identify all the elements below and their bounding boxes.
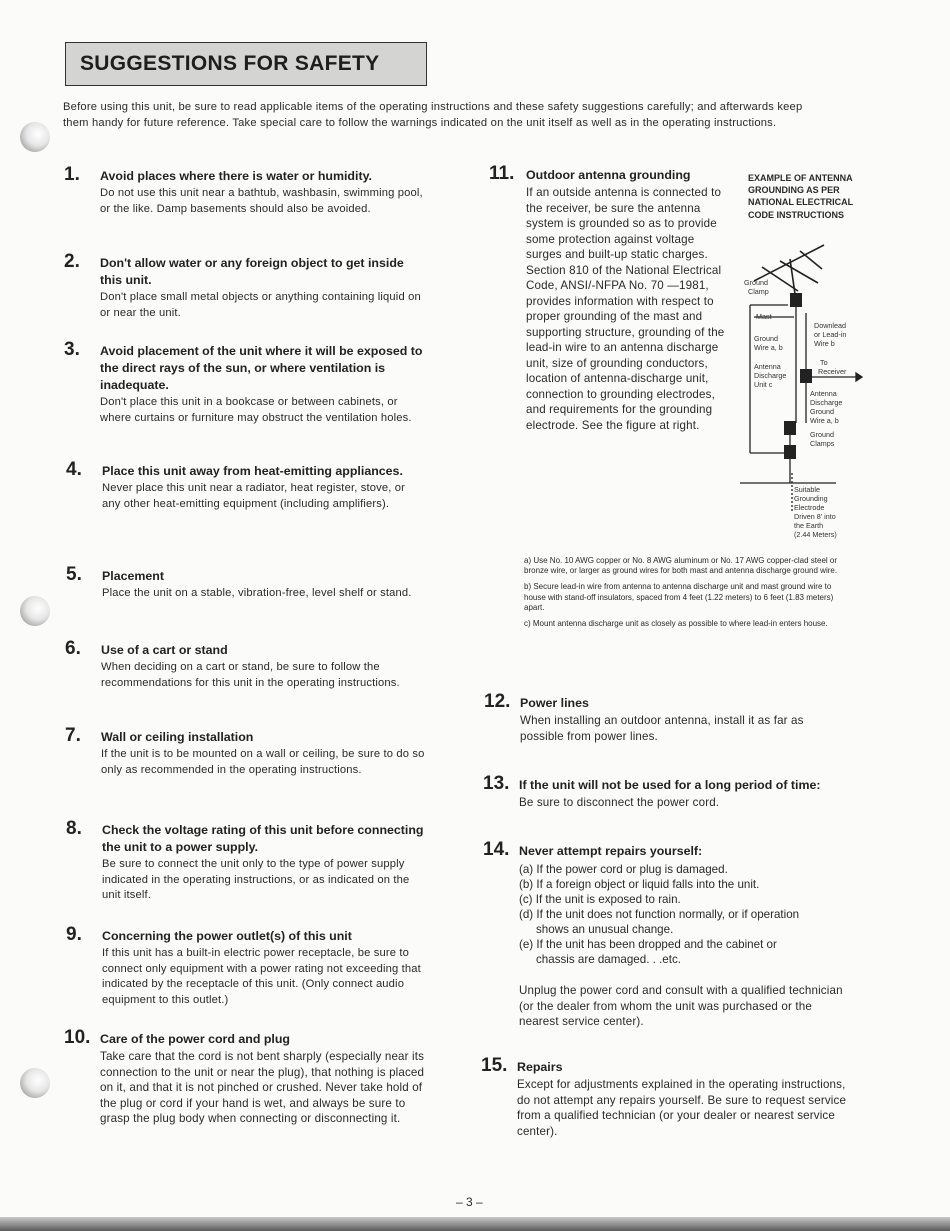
svg-text:Ground: Ground	[744, 278, 768, 287]
svg-text:Ground: Ground	[810, 407, 834, 416]
item-number: 12.	[484, 691, 511, 712]
figure-notes	[524, 556, 850, 635]
punch-hole-top	[20, 122, 50, 152]
item-number: 2.	[64, 251, 80, 272]
svg-text:To: To	[820, 358, 828, 367]
punch-hole-bottom	[20, 1068, 50, 1098]
item-body: If the unit is to be mounted on a wall or ceiling, be sure to do so only as recommended in the operating instructions.	[101, 748, 425, 776]
item-number: 6.	[65, 638, 81, 659]
item-heading: Concerning the power outlet(s) of this unit	[102, 929, 352, 943]
item-heading: Never attempt repairs yourself:	[519, 844, 703, 858]
item-heading: Placement	[102, 569, 164, 583]
item-body: Do not use this unit near a bathtub, washbasin, swimming pool, or the like. Damp basements should also be avoided.	[100, 187, 423, 215]
item-body: Don't place small metal objects or anything containing liquid on or near the unit.	[100, 291, 421, 319]
list-item: (a) If the power cord or plug is damaged.	[519, 863, 728, 876]
svg-text:Mast: Mast	[756, 312, 772, 321]
item-heading: Check the voltage rating of this unit before connecting the unit to a power supply.	[102, 823, 424, 854]
safety-item-6	[65, 638, 425, 691]
list-item: (b) If a foreign object or liquid falls into the unit.	[519, 878, 760, 891]
item-heading: Use of a cart or stand	[101, 643, 228, 657]
safety-item-2	[64, 251, 424, 321]
svg-text:Antenna: Antenna	[810, 389, 837, 398]
item-heading: Don't allow water or any foreign object to get inside this unit.	[100, 256, 404, 287]
figure-note: c) Mount antenna discharge unit as closely as possible to where lead-in enters house.	[524, 619, 828, 629]
svg-text:Suitable: Suitable	[794, 485, 820, 494]
antenna-grounding-diagram	[740, 243, 870, 543]
svg-text:Downlead: Downlead	[814, 321, 846, 330]
svg-text:Receiver: Receiver	[818, 367, 847, 376]
item-body: When installing an outdoor antenna, install it as far as possible from power lines.	[520, 714, 804, 743]
safety-item-11	[489, 163, 729, 433]
item-heading: Wall or ceiling installation	[101, 730, 254, 744]
page-title: SUGGESTIONS FOR SAFETY	[80, 52, 380, 75]
item-heading: Care of the power cord and plug	[100, 1032, 291, 1046]
figure-title: EXAMPLE OF ANTENNA GROUNDING AS PER NATIONAL ELECTRICAL CODE INSTRUCTIONS	[748, 173, 853, 220]
svg-text:Wire a, b: Wire a, b	[754, 343, 783, 352]
list-item: (e) If the unit has been dropped and the cabinet or	[519, 938, 777, 951]
safety-item-1	[64, 164, 424, 217]
item-number: 14.	[483, 839, 510, 860]
svg-text:Antenna: Antenna	[754, 362, 781, 371]
ground-clamp-mid	[784, 421, 796, 435]
svg-text:Wire a, b: Wire a, b	[810, 416, 839, 425]
svg-text:Driven 8' into: Driven 8' into	[794, 512, 836, 521]
list-item: (c) If the unit is exposed to rain.	[519, 893, 681, 906]
safety-item-15	[481, 1055, 847, 1139]
svg-text:Clamp: Clamp	[748, 287, 769, 296]
svg-text:Ground: Ground	[810, 430, 834, 439]
svg-text:Wire b: Wire b	[814, 339, 835, 348]
page-title-box	[65, 42, 427, 86]
svg-text:Ground: Ground	[754, 334, 778, 343]
svg-text:Discharge: Discharge	[810, 398, 843, 407]
item-heading: Outdoor antenna grounding	[526, 168, 691, 182]
punch-hole-middle	[20, 596, 50, 626]
item-number: 15.	[481, 1055, 508, 1076]
svg-text:Clamps: Clamps	[810, 439, 835, 448]
item-body: When deciding on a cart or stand, be sure to follow the recommendations for this unit in the operating instructions.	[101, 661, 400, 689]
svg-text:Unit c: Unit c	[754, 380, 773, 389]
item-body: Be sure to disconnect the power cord.	[519, 796, 720, 809]
item-heading: If the unit will not be used for a long period of time:	[519, 778, 821, 792]
item-number: 9.	[66, 924, 82, 945]
svg-text:the Earth: the Earth	[794, 521, 824, 530]
ground-clamp-top	[790, 293, 802, 307]
item-number: 11.	[489, 163, 515, 184]
item-body: If an outside antenna is connected to the receiver, be sure the antenna system is grounded so as to provide some protection against voltage surges and built-up static charges. Section 810 of the National Electrical Code, ANSI/-NFPA No. 70 —1981, provides information with respect to proper grounding of the mast and supporting structure, grounding of the lead-in wire to an antenna discharge unit, size of grounding conductors, location of antenna-discharge unit, connection to grounding electrodes, and requirements for the grounding electrode. See the figure at right.	[526, 186, 725, 432]
item-number: 13.	[483, 773, 510, 794]
svg-text:Discharge: Discharge	[754, 371, 787, 380]
item-body: Unplug the power cord and consult with a qualified technician (or the dealer from whom the unit was purchased or the nearest service center).	[519, 984, 843, 1028]
safety-item-3	[64, 339, 424, 426]
list-item: (d) If the unit does not function normally, or if operation	[519, 908, 800, 921]
item-number: 1.	[64, 164, 80, 185]
item-body: If this unit has a built-in electric power receptacle, be sure to connect only equipment with a power rating not exceeding that indicated by the receptacle of this unit. (Only connect audio equipment to this outlet.)	[102, 947, 421, 1006]
svg-text:Grounding: Grounding	[794, 494, 828, 503]
item-body: Never place this unit near a radiator, heat register, stove, or any other heat-emitting equipment (including amplifiers).	[102, 482, 405, 510]
safety-item-12	[484, 691, 844, 744]
ground-clamp-low	[784, 445, 796, 459]
svg-text:Electrode: Electrode	[794, 503, 825, 512]
item-body: Don't place this unit in a bookcase or between cabinets, or where curtains or furniture may obstruct the ventilation holes.	[100, 396, 412, 424]
item-heading: Avoid places where there is water or humidity.	[100, 169, 372, 183]
page-number: – 3 –	[456, 1195, 483, 1209]
item-list	[519, 862, 849, 967]
item-body: Place the unit on a stable, vibration-free, level shelf or stand.	[102, 587, 412, 599]
svg-text:or Lead-in: or Lead-in	[814, 330, 847, 339]
item-number: 8.	[66, 818, 82, 839]
intro-paragraph: Before using this unit, be sure to read applicable items of the operating instructions and these safety suggestions carefully; and afterwards keep them handy for future reference. Take special care to follow the warnings indicated on the unit itself as well as in the operating instructions.	[63, 101, 803, 129]
item-number: 3.	[64, 339, 80, 360]
scan-edge	[0, 1217, 950, 1231]
figure-note: b) Secure lead-in wire from antenna to antenna discharge unit and mast ground wire to house with stand-off insulators, spaced from 4 feet (1.22 meters) to 6 feet (1.83 meters) apart.	[524, 582, 834, 612]
item-heading: Avoid placement of the unit where it will be exposed to the direct rays of the sun, or where ventilation is inadequate.	[100, 344, 423, 392]
item-body: Take care that the cord is not bent sharply (especially near its connection to the unit or near the plug), that nothing is placed on it, and that it is not pinched or crushed. Never take hold of the plug or cord if your hand is wet, and always be sure to grasp the plug body when connecting or disconnecting it.	[100, 1050, 425, 1125]
safety-item-13	[483, 773, 853, 811]
svg-text:(2.44 Meters): (2.44 Meters)	[794, 530, 837, 539]
item-heading: Power lines	[520, 696, 589, 710]
item-body: Except for adjustments explained in the operating instructions, do not attempt any repairs yourself. Be sure to request service from a qualified technician (or your dealer or nearest service center).	[517, 1078, 847, 1138]
safety-item-9	[66, 924, 426, 1008]
discharge-unit	[800, 369, 812, 383]
safety-item-4	[66, 459, 426, 512]
item-body: Be sure to connect the unit only to the type of power supply indicated in the operating instructions, or as indicated on the unit itself.	[102, 858, 410, 901]
safety-item-5	[66, 564, 426, 602]
item-heading: Place this unit away from heat-emitting appliances.	[102, 464, 403, 478]
safety-item-10	[64, 1027, 426, 1127]
item-number: 7.	[65, 725, 81, 746]
safety-item-8	[66, 818, 426, 904]
list-item: chassis are damaged. . .etc.	[536, 953, 681, 966]
list-item: shows an unusual change.	[536, 923, 674, 936]
figure-note: a) Use No. 10 AWG copper or No. 8 AWG aluminum or No. 17 AWG copper-clad steel or bronze wire, or larger as ground wires for both mast and antenna discharge ground wire.	[524, 556, 838, 576]
item-heading: Repairs	[517, 1060, 563, 1074]
item-number: 4.	[66, 459, 82, 480]
safety-item-14	[483, 839, 849, 1030]
safety-item-7	[65, 725, 425, 778]
item-number: 5.	[66, 564, 82, 585]
item-number: 10.	[64, 1027, 91, 1048]
